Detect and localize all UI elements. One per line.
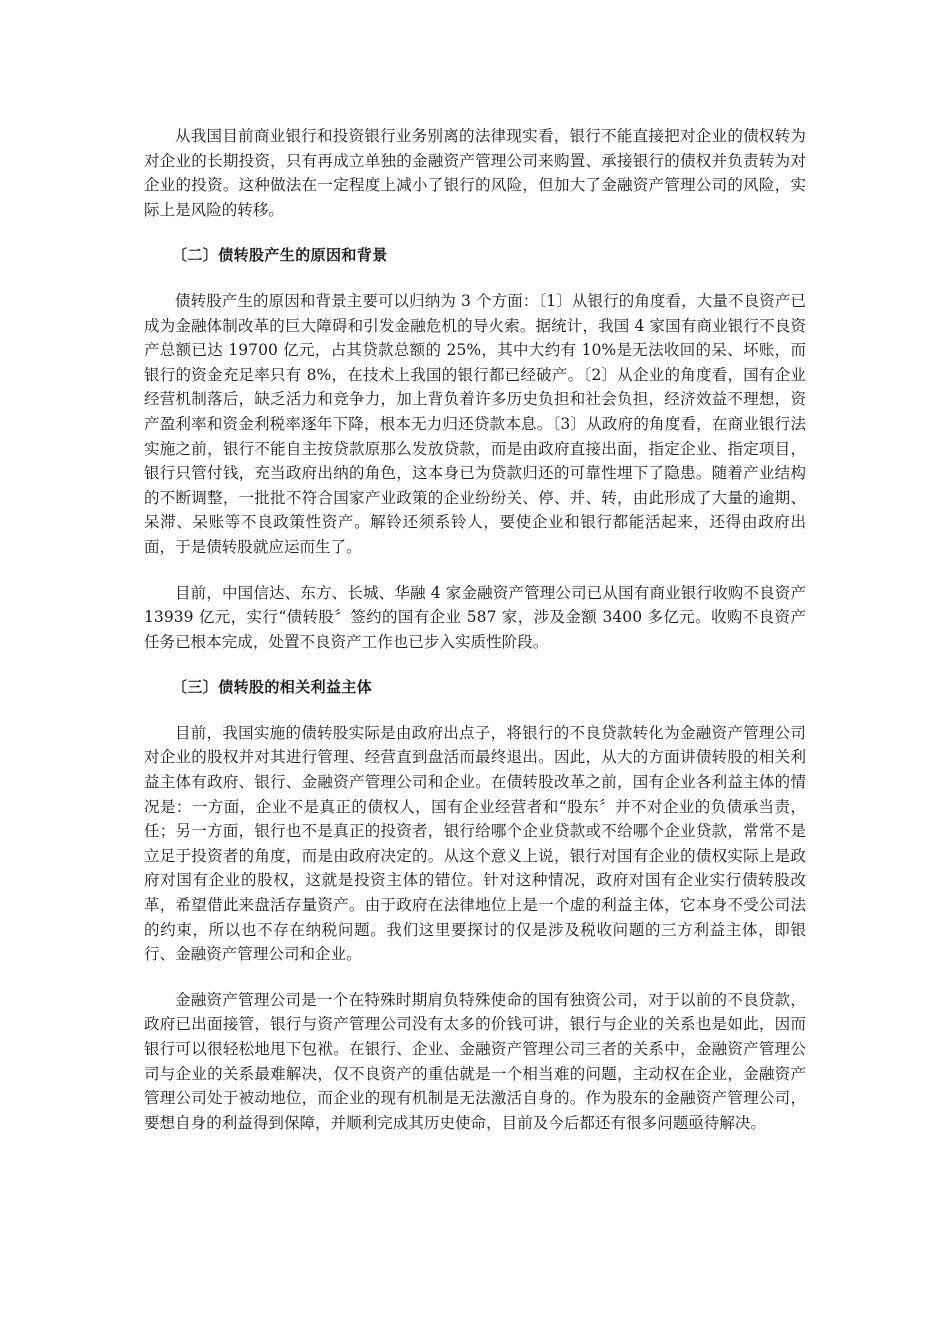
- paragraph-legal-reality: 从我国目前商业银行和投资银行业务别离的法律现实看，银行不能直接把对企业的债权转为对企业的长期投资，只有再成立单独的金融资产管理公司来购置、承接银行的债权并负责转为对企业的投资。这种做法在一定程度上减小了银行的风险，但加大了金融资产管理公司的风险，实际上是风险的转移。: [144, 127, 806, 219]
- paragraph-asset-management: 金融资产管理公司是一个在特殊时期肩负特殊使命的国有独资公司，对于以前的不良贷款，政府已出面接管，银行与资产管理公司没有太多的价钱可讲，银行与企业的关系也是如此，因而银行可以很轻松地甩下包袱。在银行、企业、金融资产管理公司三者的关系中，金融资产管理公司与企业的关系最难解决，仅不良资产的重估就是一个相当难的问题，主动权在企业，金融资产管理公司处于被动地位，而企业的现有机制是无法激活自身的。作为股东的金融资产管理公司，要想自身的利益得到保障，并顺利完成其历史使命，目前及今后都还有很多问题亟待解决。: [144, 990, 806, 1132]
- paragraph-causes: 债转股产生的原因和背景主要可以归纳为 3 个方面：〔1〕从银行的角度看，大量不良资产已成为金融体制改革的巨大障碍和引发金融危机的导火索。据统计，我国 4 家国有商业银行不良资产总额已达 19700 亿元，占其贷款总额的 25%，其中大约有 10%是无法收回的呆、坏账，而银行的资金充足率只有 8%，在技术上我国的银行都已经破产。〔2〕从企业的角度看，国有企业经营机制落后，缺乏活力和竞争力，加上背负着许多历史负担和社会负担，经济效益不理想，资产盈利率和资金利税率逐年下降，根本无力归还贷款本息。〔3〕从政府的角度看，在商业银行法实施之前，银行不能自主按贷款原那么发放贷款，而是由政府直接出面，指定企业、指定项目，银行只管付钱，充当政府出纳的角色，这本身已为贷款归还的可靠性埋下了隐患。随着产业结构的不断调整，一批批不符合国家产业政策的企业纷纷关、停、并、转，由此形成了大量的逾期、呆滞、呆账等不良政策性资产。解铃还须系铃人，要使企业和银行都能活起来，还得由政府出面，于是债转股就应运而生了。: [144, 291, 806, 556]
- paragraph-current-status: 目前，中国信达、东方、长城、华融 4 家金融资产管理公司已从国有商业银行收购不良资产 13939 亿元，实行“债转股〞签约的国有企业 587 家，涉及金额 3400 多亿元。收购不良资产任务已根本完成，处置不良资产工作也已步入实质性阶段。: [144, 583, 806, 651]
- paragraph-stakeholders: 目前，我国实施的债转股实际是由政府出点子，将银行的不良贷款转化为金融资产管理公司对企业的股权并对其进行管理、经营直到盘活而最终退出。因此，从大的方面讲债转股的相关利益主体有政府、银行、金融资产管理公司和企业。在债转股改革之前，国有企业各利益主体的情况是：一方面，企业不是真正的债权人，国有企业经营者和“股东〞并不对企业的负债承当责，任；另一方面，银行也不是真正的投资者，银行给哪个企业贷款或不给哪个企业贷款，常常不是立足于投资者的角度，而是由政府决定的。从这个意义上说，银行对国有企业的债权实际上是政府对国有企业的股权，这就是投资主体的错位。针对这种情况，政府对国有企业实行债转股改革，希望借此来盘活存量资产。由于政府在法律地位上是一个虚的利益主体，它本身不受公司法的约束，所以也不存在纳税问题。我们这里要探讨的仅是涉及税收问题的三方利益主体，即银行、金融资产管理公司和企业。: [144, 723, 806, 964]
- section-heading-causes: 〔二〕债转股产生的原因和背景: [172, 246, 388, 265]
- document-page: [144, 124, 806, 1156]
- section-heading-stakeholders: 〔三〕债转股的相关利益主体: [172, 678, 373, 697]
